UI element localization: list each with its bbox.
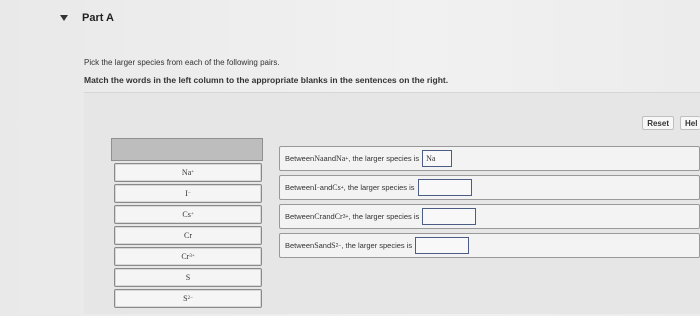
reset-button[interactable]: Reset: [642, 116, 674, 130]
word-item[interactable]: I −: [114, 184, 262, 203]
sentence-row: Between Cr and Cr 3+ , the larger species is: [279, 204, 700, 229]
answer-blank[interactable]: [415, 237, 469, 254]
answer-blank[interactable]: [422, 208, 476, 225]
answer-blank[interactable]: [418, 179, 472, 196]
collapse-caret-icon[interactable]: [60, 15, 68, 21]
word-bank-header: [111, 138, 263, 161]
word-item[interactable]: Cs +: [114, 205, 262, 224]
answer-blank[interactable]: Na: [422, 150, 452, 167]
word-item[interactable]: S: [114, 268, 262, 287]
word-item[interactable]: Na +: [114, 163, 262, 182]
instruction-bold-text: Match the words in the left column to the appropriate blanks in the sentences on the right.: [84, 75, 449, 85]
part-title: Part A: [82, 12, 114, 24]
word-item[interactable]: Cr: [114, 226, 262, 245]
word-item[interactable]: S 2−: [114, 289, 262, 308]
sentence-row: Between S and S 2− , the larger species is: [279, 233, 700, 258]
sentence-list: [279, 146, 700, 262]
word-bank: [111, 138, 263, 308]
sentence-row: Between Na and Na + , the larger species is Na: [279, 146, 700, 171]
sentence-row: Between I − and Cs + , the larger species is: [279, 175, 700, 200]
word-item[interactable]: Cr 3+: [114, 247, 262, 266]
instruction-text: Pick the larger species from each of the following pairs.: [84, 58, 280, 67]
panel-toolbar: [642, 116, 700, 130]
part-header[interactable]: [60, 12, 114, 24]
help-button[interactable]: Hel: [680, 116, 700, 130]
